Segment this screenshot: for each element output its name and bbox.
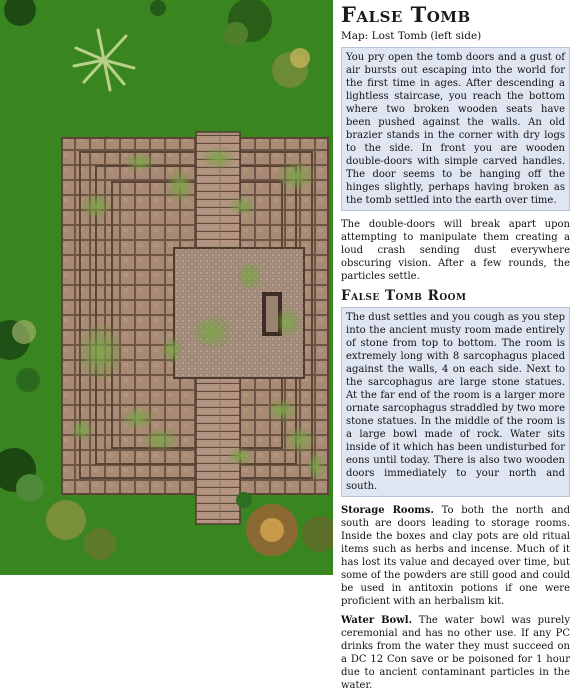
water-bowl-label: Water Bowl.	[341, 615, 413, 626]
doors-paragraph: The double-doors will break apart upon attempting to manipulate them creating a loud crash sending dust everywhere obscuring vision. After a few rounds, the particles settle.	[341, 219, 570, 282]
water-bowl-text: The water bowl was purely ceremonial and has no other use. If any PC drinks from the water they must succeed on a DC 12 Con save or be poisoned for 1 hour due to ancient contaminant particles in the water.	[341, 615, 570, 691]
battle-map	[0, 0, 333, 575]
text-column	[334, 0, 576, 691]
storage-rooms-paragraph	[341, 504, 570, 608]
page-title: False Tomb	[341, 2, 471, 27]
read-aloud-box-2: The dust settles and you cough as you step into the ancient musty room made entirely of stone from top to bottom. The room is extremely long with 8 sarcophagus placed against the walls, 4 on each side. Next to the sarcophagus are large stone statues. At the far end of the room is a larger more ornate sarcophagus straddled by two more stone statues. In the middle of the room is a large bowl made of rock. Water sits inside of it which has been undisturbed for eons until today. There is also two wooden doors immediately to your north and south.	[341, 307, 570, 497]
water-bowl-paragraph	[341, 614, 570, 692]
storage-rooms-text: To both the north and south are doors leading to storage rooms. Inside the boxes and clay pots are old ritual items such as herbs and incense. Much of it has lost its value and decayed over time, but some of the powders are still good and could be used in antitoxin potions if one were proficient with an herbalism kit.	[341, 505, 570, 607]
storage-rooms-label: Storage Rooms.	[341, 505, 434, 516]
read-aloud-box-1: You pry open the tomb doors and a gust of air bursts out escaping into the world for the first time in ages. After descending a lightless staircase, you reach the bottom where two broken wooden seats have been pushed against the walls. An old brazier stands in the corner with dry logs to the side. In front you are wooden double-doors with simple carved handles. The door seems to be hanging off the hinges slightly, perhaps having broken as the tomb settled into the earth over time.	[341, 47, 570, 211]
map-reference: Map: Lost Tomb (left side)	[341, 30, 482, 42]
section-heading: False Tomb Room	[341, 288, 467, 304]
